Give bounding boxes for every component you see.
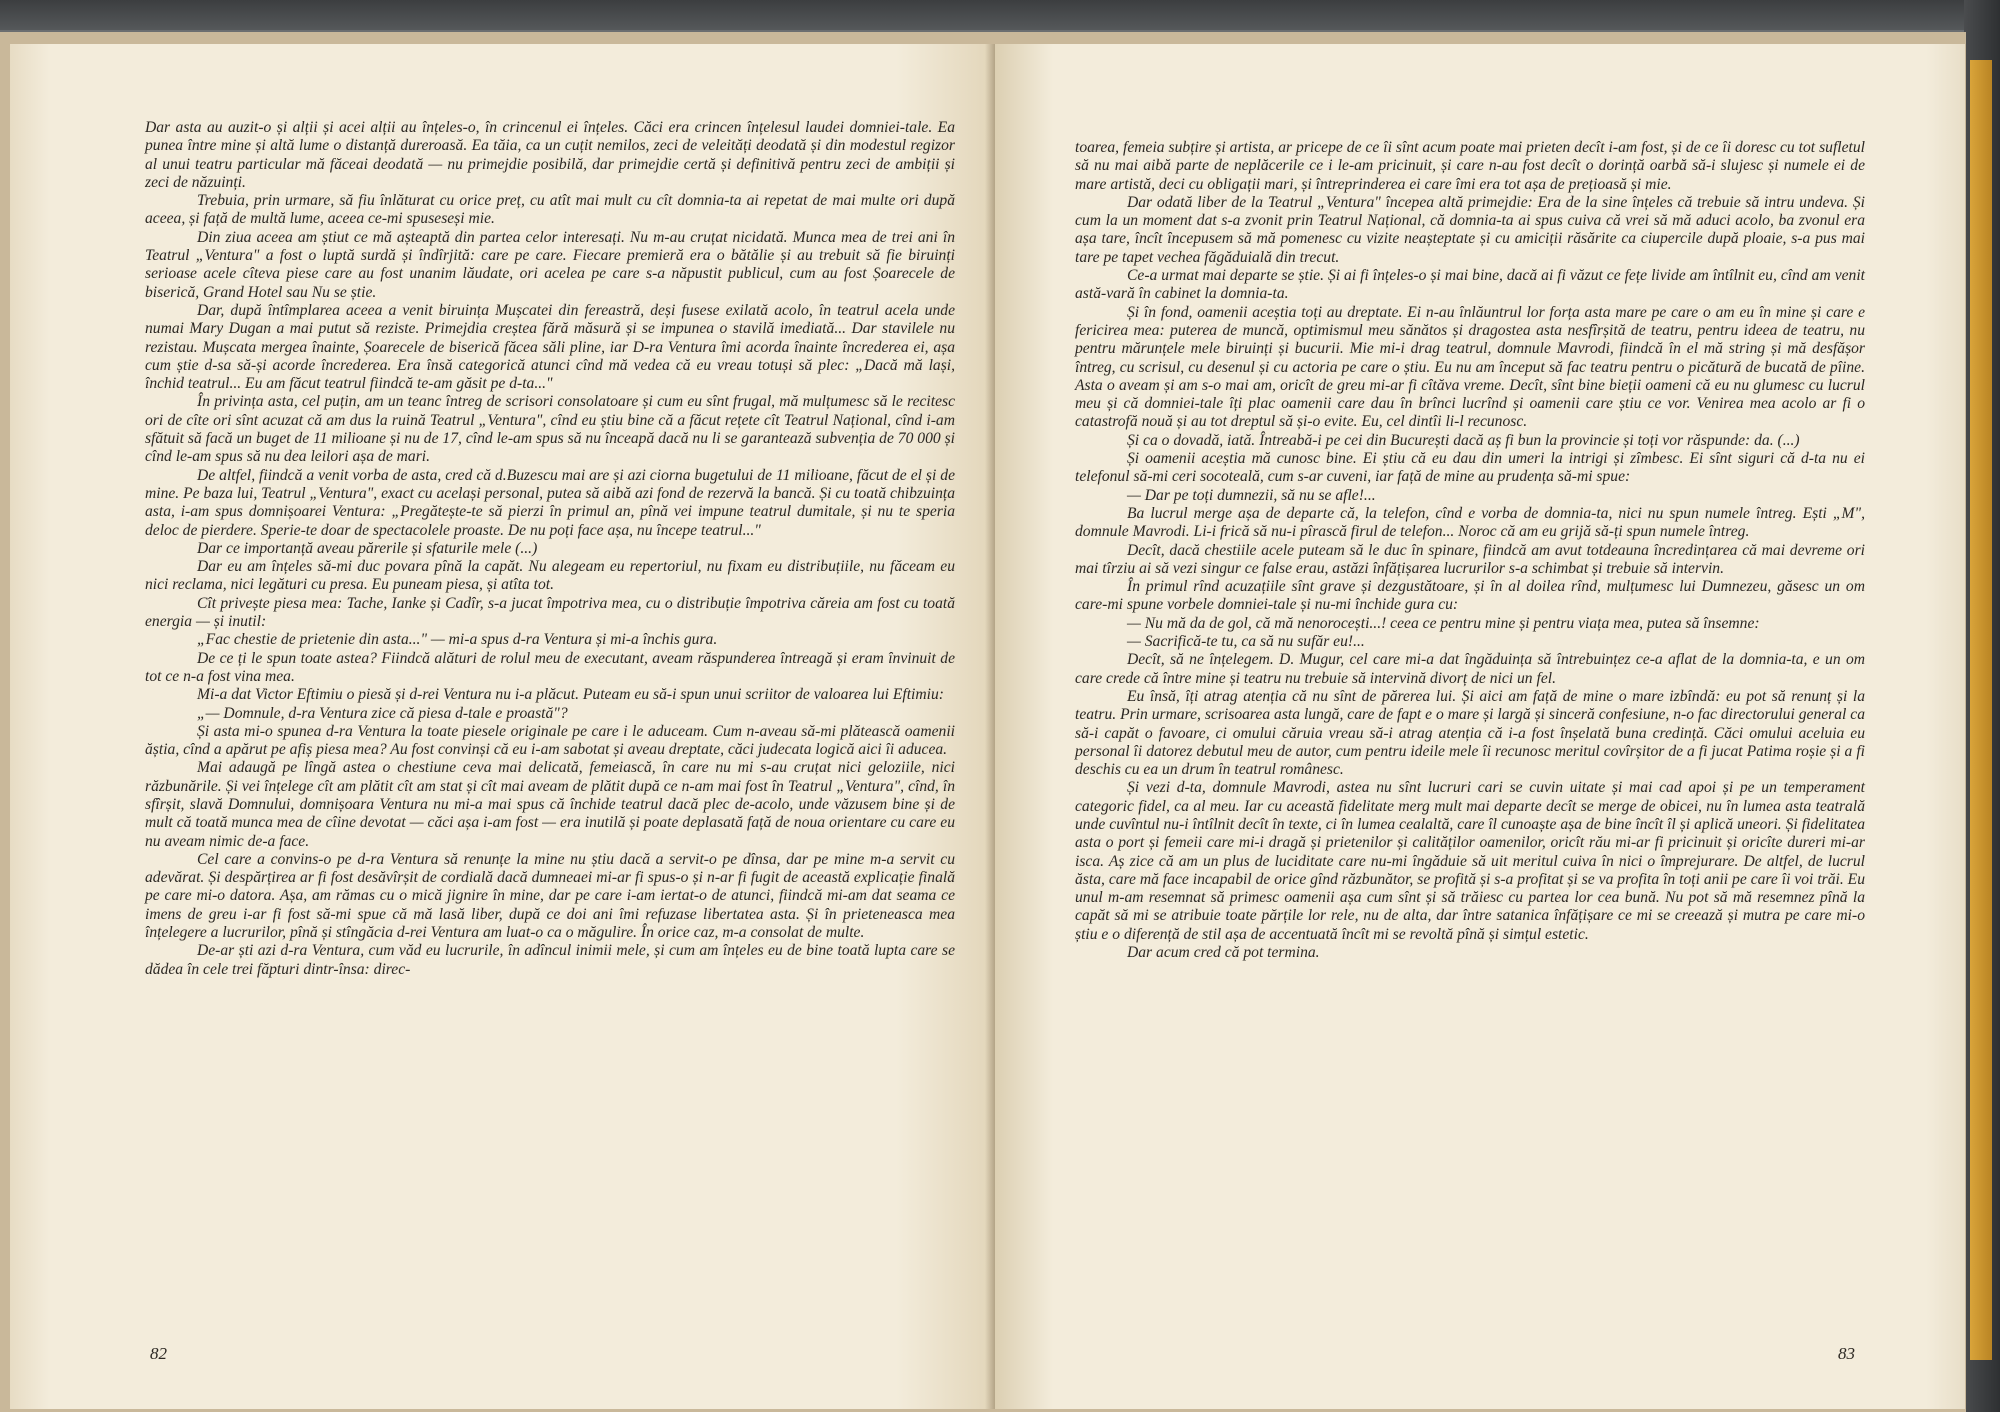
paragraph: De-ar ști azi d-ra Ventura, cum văd eu lucrurile, în adîncul inimii mele, și cum am înțeles eu de bine toată lupta care se dădea în cele trei făpturi dintr-însa: direc-: [145, 942, 955, 978]
open-book: [0, 32, 1966, 1412]
paragraph: Și ca o dovadă, iată. Întreabă-i pe cei din București dacă aș fi bun la provincie și toți vor răspunde: da. (...): [1127, 431, 1800, 449]
paragraph: Ce-a urmat mai departe se știe. Și ai fi înțeles-o și mai bine, dacă ai fi văzut ce fețe livide am întîlnit eu, cînd am venit astă-vară în cabinet la domnia-ta.: [1075, 267, 1865, 303]
paragraph: Dar asta au auzit-o și alții și acei alții au înțeles-o, în crincenul ei înțeles. Căci era crincen înțelesul laudei domniei-tale. Ea punea între mine și altă lume o distanță dureroasă. Ea tăia, ca un cuțit nemilos, zeci de veleități deodată și din modestul regizor al unui teatru particular mă făceai deodată — nu primejdie posibilă, dar primejdie certă și definitivă pentru zeci de ambiții și zeci de năzuinți.: [145, 119, 955, 191]
paragraph: Dar acum cred că pot termina.: [1127, 944, 1320, 962]
paragraph: De ce ți le spun toate astea? Fiindcă alături de rolul meu de executant, aveam răspunderea întreagă și eram învinuit de tot ce n-a fost vina mea.: [145, 649, 955, 685]
paragraph: Și în fond, oamenii aceștia toți au dreptate. Ei n-au înlăuntrul lor forța asta mare pe care o am eu în mine și care e fericirea mea: puterea de muncă, optimismul meu sănătos și dragostea asta nesfîrșită de teatru, pentru ideea de teatru, nu pentru mărunțele mele biruinți și bucurii. Mie mi-i drag teatrul, domnule Mavrodi, fiindcă în el mă string și mă desfășor întreg, cu scrisul, cu desenul și cu actoria pe care o știu. Eu nu am început să fac teatru pentru o picătură de bucată de pîine. Asta o aveam și am s-o mai am, oricît de greu mi-ar fi cîtăva vreme. Decît, sînt bine bieții oameni că eu nu glumesc cu lucrul meu și că domniei-tale îți plac oamenii care dau în brînci lucrînd și oamenii care știu ce vor. Venirea mea acolo ar fi o catastrofă nouă și au tot dreptul să și-o evite. Eu, cel dintîi li-l recunosc.: [1075, 303, 1865, 431]
paragraph: Eu însă, îți atrag atenția că nu sînt de părerea lui. Și aici am față de mine o mare izbîndă: eu pot să renunț și la teatru. Prin urmare, scrisoarea asta lungă, care de fapt e o mare și largă și sinceră confesiune, n-o fac directorului general ca să-i capăt o favoare, ci omului căruia vreau să-i atrag atenția că i-a fost înșelată buna credință. Căci omului aceluia eu personal îi datorez debutul meu de autor, cum pentru ideile mele îi recunosc meritul covîrșitor de a fi jucat Patima roșie și a fi deschis cu ea un drum în teatrul românesc.: [1075, 687, 1865, 779]
paragraph: Din ziua aceea am știut ce mă așteaptă din partea celor interesați. Nu m-au cruțat nicidată. Munca mea de trei ani în Teatrul „Ventura" a fost o luptă surdă și îndîrjită: care pe care. Fiecare premieră era o bătălie și au trebuit să fie biruinți serioase acele cîteva piese care au fost unanim lăudate, ori acelea pe care s-a năpustit publicul, cum au fost Șoarecele de biserică, Grand Hotel sau Nu se știe.: [145, 228, 955, 301]
paragraph: Și vezi d-ta, domnule Mavrodi, astea nu sînt lucruri cari se cuvin uitate și mai cad apoi și pe un temperament categoric fidel, ca al meu. Iar cu această fidelitate merg mult mai departe decît se merge de obicei, nu în lumea asta teatrală unde cuvîntul nu-i întîlnit decît în texte, ci în lumea cealaltă, care îl cunoaște așa de bine încît îl și aplică uneori. Și fidelitatea asta o port și femeii care mi-i dragă și prietenilor și calităților oamenilor, oricît rău mi-ar fi pricinuit și oricîte dureri mi-ar isca. Aș zice că am un plus de luciditate care nu-mi îngăduie să uit meritul cuiva în nici o împrejurare. De altfel, de lucrul ăsta, care mă face incapabil de orice gînd răzbunător, se profită și s-a profitat și se va profita în toți anii pe care îi voi trăi. Eu unul m-am resemnat să primesc oamenii așa cum sînt și să trăiesc cu partea lor cea bună. Nu pot să mă resemnez pînă la capăt să mi se atribuie toate părțile lor rele, nu de alta, dar între satanica înfățișare ce mi se creează și mutra pe care mi-o știu e o diferență de stil așa de accentuată încît mi se revoltă pînă și simțul estetic.: [1075, 779, 1865, 943]
paragraph: Dar odată liber de la Teatrul „Ventura" începea altă primejdie: Era de la sine înțeles că trebuie să intru undeva. Și cum la un moment dat s-a zvonit prin Teatrul Național, că domnia-ta ai spus cuiva că vrei să mă aduci acolo, ba zvonul era așa tare, încît începusem să mă pomenesc cu vizite neașteptate și cu amiciții răsărite ca ciupercile după ploaie, s-a pus mai tare pe tapet vechea făgăduială din trecut.: [1075, 193, 1865, 266]
paragraph: În primul rînd acuzațiile sînt grave și dezgustătoare, și în al doilea rînd, mulțumesc lui Dumnezeu, găsesc un om care-mi spune vorbele domniei-tale și nu-mi închide gura cu:: [1075, 578, 1865, 614]
paragraph: Dar ce importanță aveau părerile și sfaturile mele (...): [197, 539, 538, 557]
paragraph: Ba lucrul merge așa de departe că, la telefon, cînd e vorba de domnia-ta, nici nu spun numele întreg. Ești „M", domnule Mavrodi. Li-i frică să nu-i pîrască firul de telefon... Noroc că am eu grijă să-ți spun numele întreg.: [1075, 504, 1865, 541]
paragraph: Și oamenii aceștia mă cunosc bine. Ei știu că eu dau din umeri la intrigi și zîmbesc. Ei sînt siguri că d-ta nu ei telefonul să-mi ceri socoteală, cum s-ar cuveni, iar față de mine au prudența să-mi spue:: [1075, 450, 1865, 486]
paragraph: În privința asta, cel puțin, am un teanc întreg de scrisori consolatoare și cum eu sînt frugal, mă mulțumesc să le recitesc ori de cîte ori sînt acuzat că am dus la ruină Teatrul „Ventura", cînd eu știu bine că a făcut rețete cît Teatrul Național, cînd i-am sfătuit să facă un buget de 11 milioane și nu de 17, cînd le-am spus să nu înceapă dacă nu li se garantează subvenția de 70 000 și cînd le-am spus să nu dea leilori așa de mari.: [145, 393, 955, 466]
paragraph: — Dar pe toți dumnezii, să nu se afle!...: [1127, 486, 1376, 504]
paragraph: „Fac chestie de prietenie din asta..." — mi-a spus d-ra Ventura și mi-a închis gura.: [197, 631, 718, 649]
left-page-text: [145, 119, 955, 979]
page-number: 83: [1838, 1344, 1855, 1363]
paragraph: De altfel, fiindcă a venit vorba de asta, cred că d.Buzescu mai are și azi ciorna bugetului de 11 milioane, făcut de el și de mine. Pe baza lui, Teatrul „Ventura", exact cu același personal, putea să aibă azi fond de rezervă la bancă. Și cu toată chibzuința asta, i-am spus domnișoarei Ventura: „Pregătește-te să pierzi în primul an, pînă vei impune teatrul dumitale, și nu te speria deloc de pierdere. Sperie-te doar de spectacolele proaste. De nu poți face așa, nu începe teatrul...": [145, 466, 955, 539]
right-page-text: [1075, 139, 1865, 962]
paragraph: — Sacrifică-te tu, ca să nu sufăr eu!...: [1127, 633, 1365, 651]
paragraph: toarea, femeia subțire și artista, ar pricepe de ce îi sînt acum poate mai prieten decît i-am fost, și de ce îi doresc cu tot sufletul să nu mai aibă parte de neplăcerile ce i le-am pricinuit, și care n-au fost decît o dorință oarbă să-i slujesc și numele ei de mare artistă, deci cu obligații mari, și întreprinderea ei care îmi era tot așa de prețioasă și mie.: [1075, 139, 1865, 193]
paragraph: Cît privește piesa mea: Tache, Ianke și Cadîr, s-a jucat împotriva mea, cu o distribuție împotriva căreia am fost cu toată energia — și inutil:: [145, 594, 955, 631]
paragraph: Mai adaugă pe lîngă astea o chestiune ceva mai delicată, femeiască, în care nu mi s-au cruțat nici geloziile, nici răzbunările. Și vei înțelege cît am plătit cît am stat și cît mai aveam de plătit după ce n-am mai fost în Teatrul „Ventura", cînd, în sfîrșit, slavă Domnului, domnișoara Ventura nu mi-a mai spus că închide teatrul dacă plec de-acolo, unde văzusem bine și de mult că toată munca mea de cîine devotat — căci așa i-am fost — era inutilă și poate deplasată față de noua orientare cu care eu nu aveam nimic de-a face.: [145, 759, 955, 850]
paragraph: Mi-a dat Victor Eftimiu o piesă și d-rei Ventura nu i-a plăcut. Puteam eu să-i spun unui scriitor de valoarea lui Eftimiu:: [197, 686, 944, 704]
paragraph: — Nu mă da de gol, că mă nenorocești...! ceea ce pentru mine și pentru viața mea, putea să însemne:: [1127, 614, 1760, 632]
paragraph: Cel care a convins-o pe d-ra Ventura să renunțe la mine nu știu dacă a servit-o pe dînsa, dar pe mine m-a servit cu adevărat. Și despărțirea ar fi fost desăvîrșit de cordială dacă dumneaei mi-ar fi spus-o și n-ar fi fugit de această explicație finală pe care mi-o datora. Așa, am rămas cu o mică jignire în mine, dar pe care i-am iertat-o de atunci, fiindcă mi-am dat seama ce imens de greu i-ar fi fost să-mi spue că mă lasă liber, după ce doi ani îmi refuzase libertatea asta. Și în prieteneasca mea înțelegere a lucrurilor, pînă și stîngăcia d-rei Ventura am luat-o ca o măgulire. În orice caz, m-a consolat de multe.: [145, 850, 955, 942]
page-number: 82: [150, 1344, 167, 1363]
left-page: [10, 44, 995, 1409]
right-page: [995, 44, 1965, 1409]
scanner-bed-top: [0, 0, 2000, 30]
paragraph: Dar eu am înțeles să-mi duc povara pînă la capăt. Nu alegeam eu repertoriul, nu fixam eu distribuțiile, nu făceam eu nici reclama, nici legături cu presa. Eu puneam piesa, și atîta tot.: [145, 558, 955, 594]
paragraph: „— Domnule, d-ra Ventura zice că piesa d-tale e proastă"?: [197, 704, 568, 722]
paragraph: Trebuia, prin urmare, să fiu înlăturat cu orice preț, cu atît mai mult cu cît domnia-ta ai repetat de mai multe ori după aceea, și față de multă lume, aceea ce-mi spuseseși mie.: [145, 192, 955, 228]
book-edge-strip: [1970, 60, 1992, 1360]
paragraph: Dar, după întîmplarea aceea a venit biruința Mușcatei din fereastră, deși fusese exilată acolo, în teatrul acela unde numai Mary Dugan a mai putut să reziste. Primejdia creștea fără măsură și se impunea o stavilă imediată... Dar stavilele nu rezistau. Mușcata mergea înainte, Șoarecele de biserică făcea săli pline, iar D-ra Ventura îmi acorda înainte încrederea ei, așa cum știe d-sa să-și acorde încrederea. Era însă categorică atunci cînd mă vedea că eu vreau totuși să plec: „Dacă mă lași, închid teatrul... Eu am făcut teatrul fiindcă te-am găsit pe d-ta...": [145, 301, 955, 393]
paragraph: Decît, să ne înțelegem. D. Mugur, cel care mi-a dat îngăduința să întrebuințez ce-a aflat de la domnia-ta, e un om care crede că între mine și teatru nu trebuie să intervină divorț de nici un fel.: [1075, 651, 1865, 687]
paragraph: Decît, dacă chestiile acele puteam să le duc în spinare, fiindcă am avut totdeauna încredințarea că mai devreme ori mai tîrziu ai să vezi singur ce false erau, astăzi înfățișarea lucrurilor s-a schimbat și trebuie să intervin.: [1075, 541, 1865, 577]
paragraph: Și asta mi-o spunea d-ra Ventura la toate piesele originale pe care i le aduceam. Cum n-aveau să-mi plătească oamenii ăștia, cînd a apărut pe afiș piesa mea? Au fost convinși că eu i-am sabotat și aveau dreptate, căci judecata logică aici îi aducea.: [145, 722, 955, 759]
